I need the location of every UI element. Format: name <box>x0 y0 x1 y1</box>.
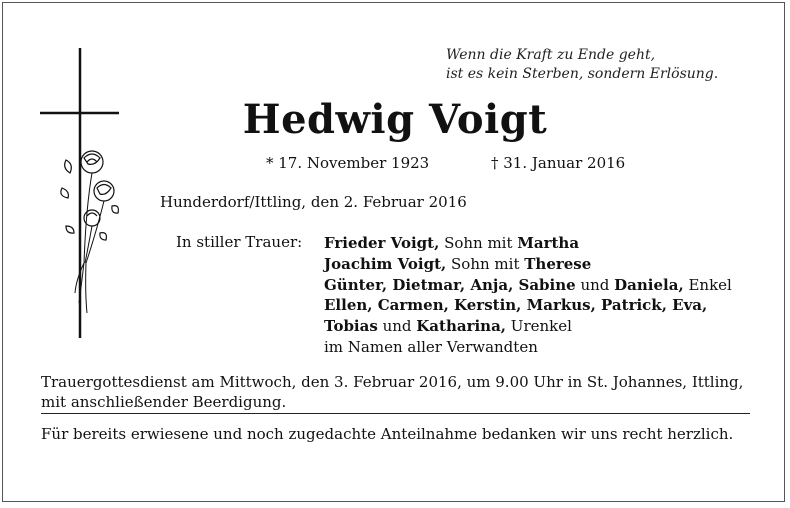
mourner-name: Martha <box>517 234 580 252</box>
mourner-name: Therese <box>524 254 592 273</box>
mourner-line <box>324 295 732 316</box>
motto-line-2: ist es kein Sterben, sondern Erlösung. <box>446 66 719 82</box>
mourner-relation: und <box>377 317 417 336</box>
motto-quote <box>446 46 718 84</box>
mourner-name: Günter, Dietmar, Anja, Sabine <box>324 275 576 294</box>
mourner-relation: Urenkel <box>506 317 572 336</box>
cross-with-roses-icon <box>40 48 120 343</box>
mourner-line <box>324 254 732 275</box>
place-and-date: Hunderdorf/Ittling, den 2. Februar 2016 <box>160 193 467 211</box>
mourner-name: Katharina, <box>416 317 507 336</box>
mourner-name: Joachim Voigt, <box>324 254 447 273</box>
mourner-relation: Enkel <box>683 275 732 294</box>
motto-line-1: Wenn die Kraft zu Ende geht, <box>446 47 656 63</box>
mourner-line <box>324 316 732 337</box>
mourner-line <box>324 275 732 296</box>
thanks-text: Für bereits erwiesene und noch zugedachte Anteilnahme bedanken wir uns recht herzlich. <box>41 425 734 443</box>
mourner-relation: und <box>575 275 615 294</box>
mourners-list <box>324 233 732 358</box>
mourner-name: Tobias <box>324 317 378 336</box>
mourner-name: Frieder Voigt, <box>324 234 440 252</box>
mourner-relation: Sohn mit <box>439 234 518 252</box>
mourner-relation: Sohn mit <box>446 254 525 273</box>
death-date: † 31. Januar 2016 <box>491 154 626 172</box>
mourners-label: In stiller Trauer: <box>176 233 303 251</box>
birth-date: * 17. November 1923 <box>266 154 430 172</box>
mourner-line: im Namen aller Verwandten <box>324 337 538 356</box>
deceased-name: Hedwig Voigt <box>242 96 548 143</box>
mourner-name: Daniela, <box>614 275 684 294</box>
mourner-line <box>324 233 732 254</box>
funeral-service-text: Trauergottesdienst am Mittwoch, den 3. Februar 2016, um 9.00 Uhr in St. Johannes, Ittling, mit anschließender Beerdigung. <box>41 373 744 411</box>
divider <box>41 413 750 414</box>
mourner-name: Ellen, Carmen, Kerstin, Markus, Patrick, Eva, <box>324 296 708 315</box>
